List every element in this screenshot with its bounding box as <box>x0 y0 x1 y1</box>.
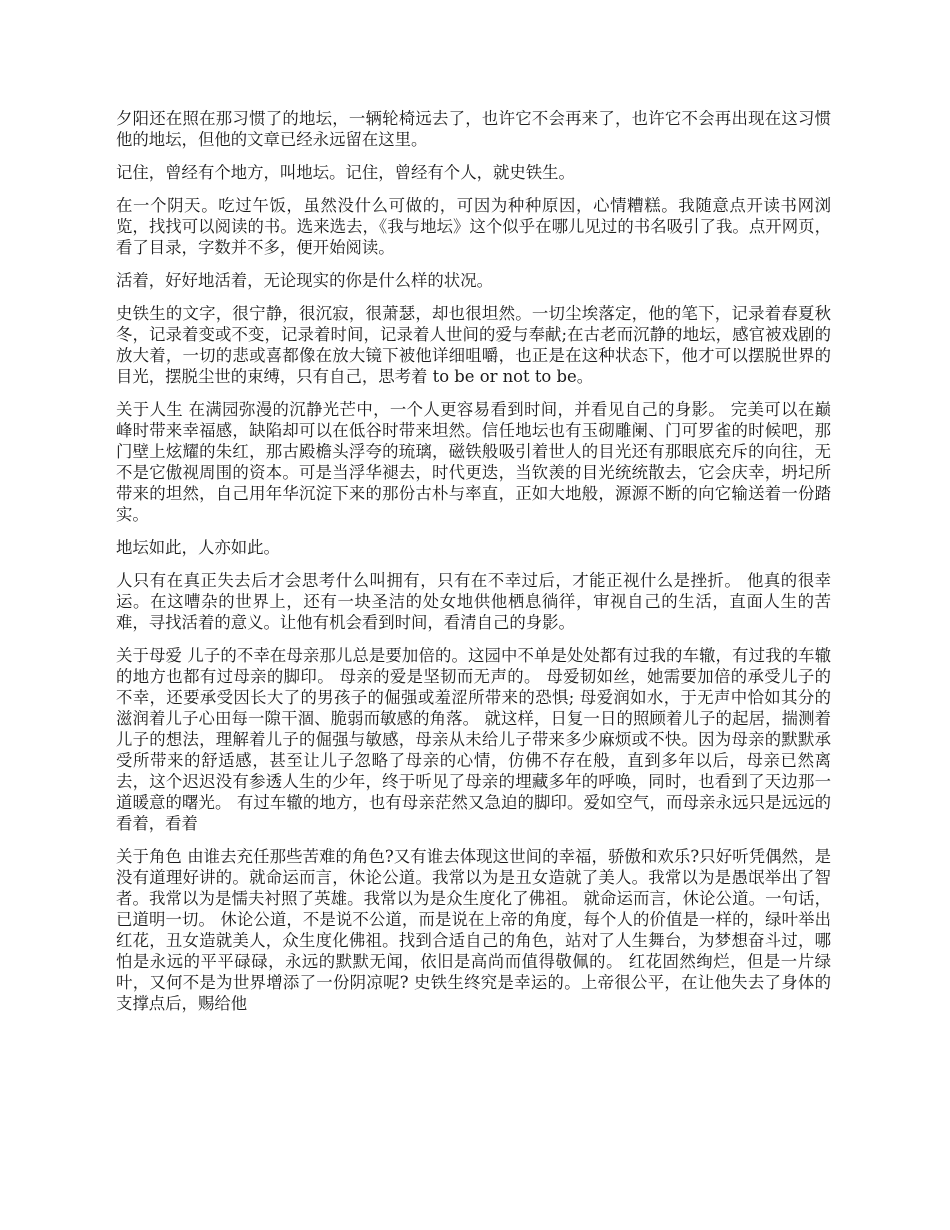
paragraph: 史铁生的文字，很宁静，很沉寂，很萧瑟，却也很坦然。一切尘埃落定，他的笔下，记录着春夏秋冬，记录着变或不变，记录着时间，记录着人世间的爱与奉献;在古老而沉静的地坛，感官被戏剧的放大着，一切的悲或喜都像在放大镜下被他详细咀嚼，也正是在这种状态下，他才可以摆脱世界的目光，摆脱尘世的束缚，只有自己，思考着 to be or not to be。 <box>116 304 831 386</box>
paragraph: 记住，曾经有个地方，叫地坛。记住，曾经有个人，就史铁生。 <box>116 163 575 182</box>
paragraph: 地坛如此，人亦如此。 <box>116 538 280 557</box>
paragraph: 关于人生 在满园弥漫的沉静光芒中，一个人更容易看到时间，并看见自己的身影。 完美可以在巅峰时带来幸福感，缺陷却可以在低谷时带来坦然。信任地坛也有玉砌雕阑、门可罗雀的时候吧，那门壁上炫耀的朱红，那古殿檐头浮夸的琉璃，磁铁般吸引着世人的目光还有那眼底充斥的向往，无不是它傲视周围的资本。可是当浮华褪去，时代更迭，当钦羡的目光统统散去，它会庆幸，坍圮所带来的坦然，自己用年华沉淀下来的那份古朴与率直，正如大地般，源源不断的向它输送着一份踏实。 <box>116 400 831 524</box>
paragraph: 关于母爱 儿子的不幸在母亲那儿总是要加倍的。这园中不单是处处都有过我的车辙，有过我的车辙的地方也都有过母亲的脚印。 母亲的爱是坚韧而无声的。 母爱韧如丝，她需要加倍的承受儿子的不幸，还要承受因长大了的男孩子的倔强或羞涩所带来的恐惧; 母爱润如水，于无声中恰如其分的滋润着儿子心田每一隙干涸、脆弱而敏感的角落。 就这样，日复一日的照顾着儿子的起居，揣测着儿子的想法，理解着儿子的倔强与敏感，母亲从未给儿子带来多少麻烦或不快。因为母亲的默默承受所带来的舒适感，甚至让儿子忽略了母亲的心情，仿佛不存在般，直到多年以后，母亲已然离去，这个迟迟没有参透人生的少年，终于听见了母亲的埋藏多年的呼唤，同时，也看到了天边那一道暖意的曙光。 有过车辙的地方，也有母亲茫然又急迫的脚印。爱如空气，而母亲永远只是远远的看着，看着 <box>116 646 831 833</box>
document-body <box>116 108 831 1026</box>
paragraph: 在一个阴天。吃过午饭，虽然没什么可做的，可因为种种原因，心情糟糕。我随意点开读书网浏览，找找可以阅读的书。选来选去，《我与地坛》这个似乎在哪儿见过的书名吸引了我。点开网页，看了目录，字数并不多，便开始阅读。 <box>116 196 831 257</box>
paragraph: 关于角色 由谁去充任那些苦难的角色?又有谁去体现这世间的幸福，骄傲和欢乐?只好听凭偶然，是没有道理好讲的。就命运而言，休论公道。我常以为是丑女造就了美人。我常以为是愚氓举出了智者。我常以为是懦夫衬照了英雄。我常以为是众生度化了佛祖。 就命运而言，休论公道。一句话，已道明一切。 休论公道，不是说不公道，而是说在上帝的角度，每个人的价值是一样的，绿叶举出红花，丑女造就美人，众生度化佛祖。找到合适自己的角色，站对了人生舞台，为梦想奋斗过，哪怕是永远的平平碌碌，永远的默默无闻，依旧是高尚而值得敬佩的。 红花固然绚烂，但是一片绿叶，又何不是为世界增添了一份阴凉呢? 史铁生终究是幸运的。上帝很公平，在让他失去了身体的支撑点后，赐给他 <box>116 847 831 1013</box>
paragraph: 夕阳还在照在那习惯了的地坛，一辆轮椅远去了，也许它不会再来了，也许它不会再出现在这习惯他的地坛，但他的文章已经永远留在这里。 <box>116 109 831 149</box>
paragraph: 活着，好好地活着，无论现实的你是什么样的状况。 <box>116 271 493 290</box>
paragraph: 人只有在真正失去后才会思考什么叫拥有，只有在不幸过后，才能正视什么是挫折。 他真的很幸运。在这嘈杂的世界上，还有一块圣洁的处女地供他栖息徜徉，审视自己的生活，直面人生的苦难，寻找活着的意义。让他有机会看到时间，看清自己的身影。 <box>116 571 831 632</box>
